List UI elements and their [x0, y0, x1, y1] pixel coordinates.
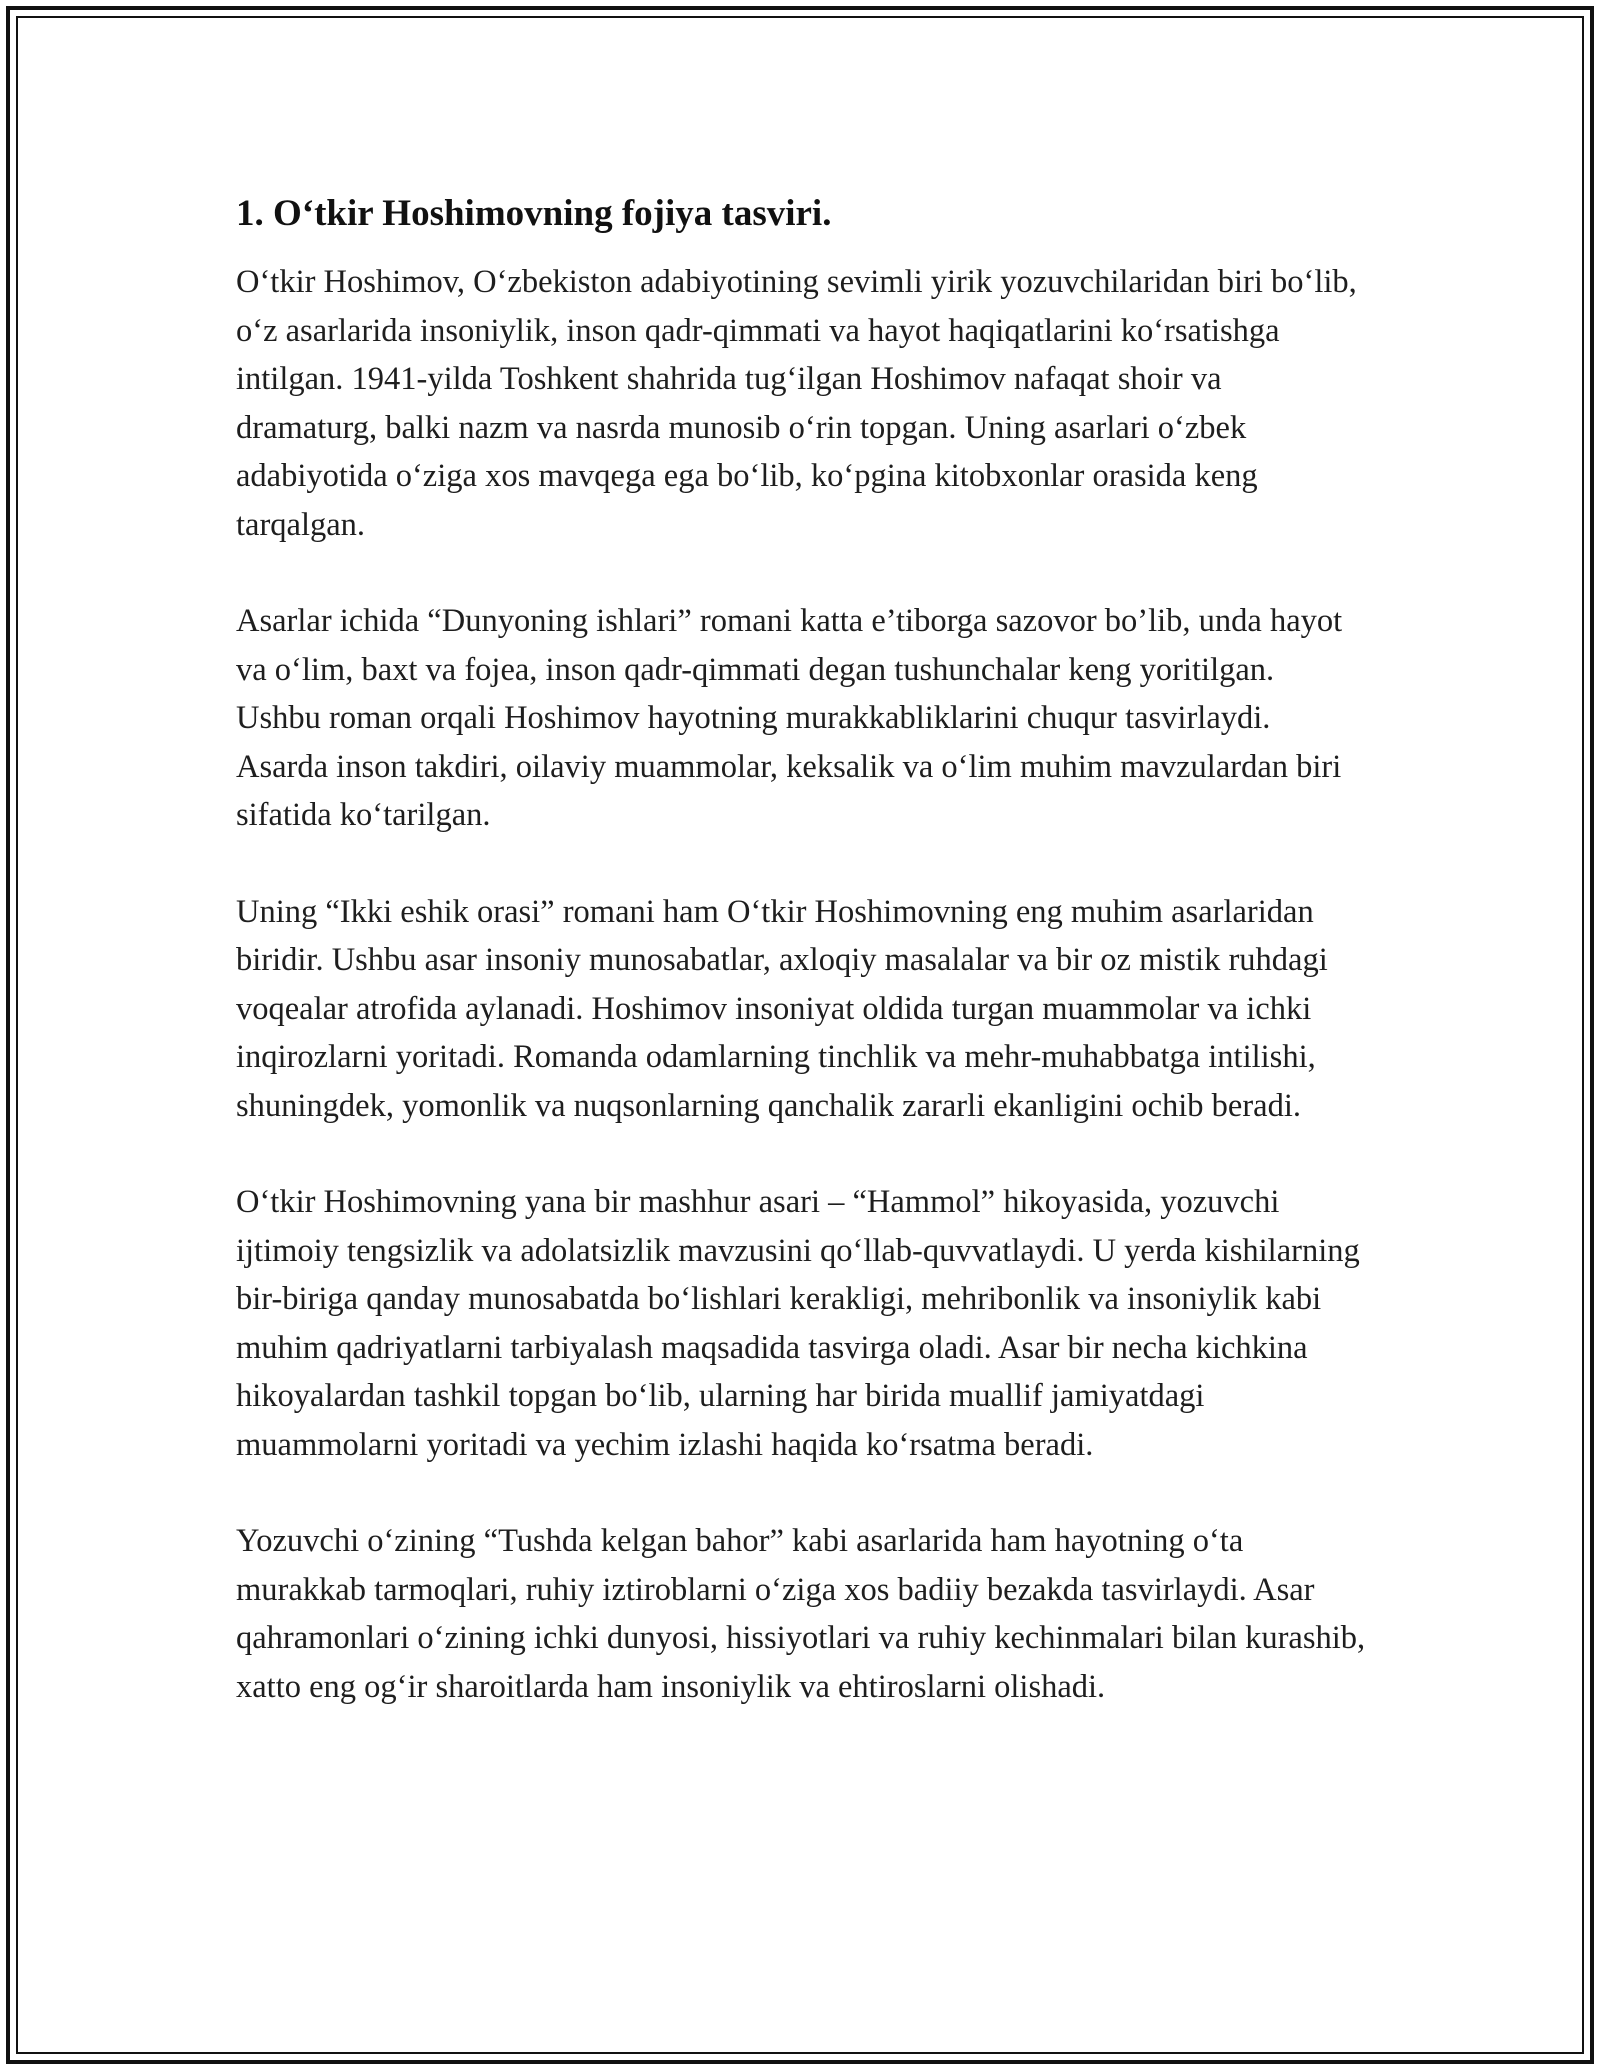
- paragraph-5: Yozuvchi o‘zining “Tushda kelgan bahor” kabi asarlarida ham hayotning o‘ta murakkab tarmoqlari, ruhiy iztiroblarni o‘ziga xos badiiy bezakda tasvirlaydi. Asar qahramonlari o‘zining ichki dunyosi, hissiyotlari va ruhiy kechinmalari bilan kurashib, xatto eng og‘ir sharoitlarda ham insoniylik va ehtiroslarni olishadi.: [236, 1523, 1366, 1705]
- paragraph-3: Uning “Ikki eshik orasi” romani ham O‘tkir Hoshimovning eng muhim asarlaridan biridir. Ushbu asar insoniy munosabatlar, axloqiy masalalar va bir oz mistik ruhdagi voqealar atrofida aylanadi. Hoshimov insoniyat oldida turgan muammolar va ichki inqirozlarni yoritadi. Romanda odamlarning tinchlik va mehr-muhabbatga intilishi, shuningdek, yomonlik va nuqsonlarning qanchalik zararli ekanligini ochib beradi.: [236, 893, 1328, 1124]
- paragraph-4: O‘tkir Hoshimovning yana bir mashhur asari – “Hammol” hikoyasida, yozuvchi ijtimoiy tengsizlik va adolatsizlik mavzusini qo‘llab-quvvatlaydi. U yerda kishilarning bir-biriga qanday munosabatda bo‘lishlari kerakligi, mehribonlik va insoniylik kabi muhim qadriyatlarni tarbiyalash maqsadida tasvirga oladi. Asar bir necha kichkina hikoyalardan tashkil topgan bo‘lib, ularning har birida muallif jamiyatdagi muammolarni yoritadi va yechim izlashi haqida ko‘rsatma beradi.: [236, 1184, 1360, 1463]
- paragraph-1: O‘tkir Hoshimov, O‘zbekiston adabiyotining sevimli yirik yozuvchilaridan biri bo‘lib, o‘z asarlarida insoniylik, inson qadr-qimmati va hayot haqiqatlarini ko‘rsatishga intilgan. 1941-yilda Toshkent shahrida tug‘ilgan Hoshimov nafaqat shoir va dramaturg, balki nazm va nasrda munosib o‘rin topgan. Uning asarlari o‘zbek adabiyotida o‘ziga xos mavqega ega bo‘lib, ko‘pgina kitobxonlar orasida keng tarqalgan.: [236, 264, 1357, 543]
- section-heading: 1. O‘tkir Hoshimovning fojiya tasviri.: [236, 193, 832, 234]
- paragraph-2: Asarlar ichida “Dunyoning ishlari” romani katta e’tiborga sazovor bo’lib, unda hayot va o‘lim, baxt va fojea, inson qadr-qimmati degan tushunchalar keng yoritilgan. Ushbu roman orqali Hoshimov hayotning murakkabliklarini chuqur tasvirlaydi. Asarda inson takdiri, oilaviy muammolar, keksalik va o‘lim muhim mavzulardan biri sifatida ko‘tarilgan.: [236, 603, 1343, 833]
- document-body: [236, 188, 1366, 1759]
